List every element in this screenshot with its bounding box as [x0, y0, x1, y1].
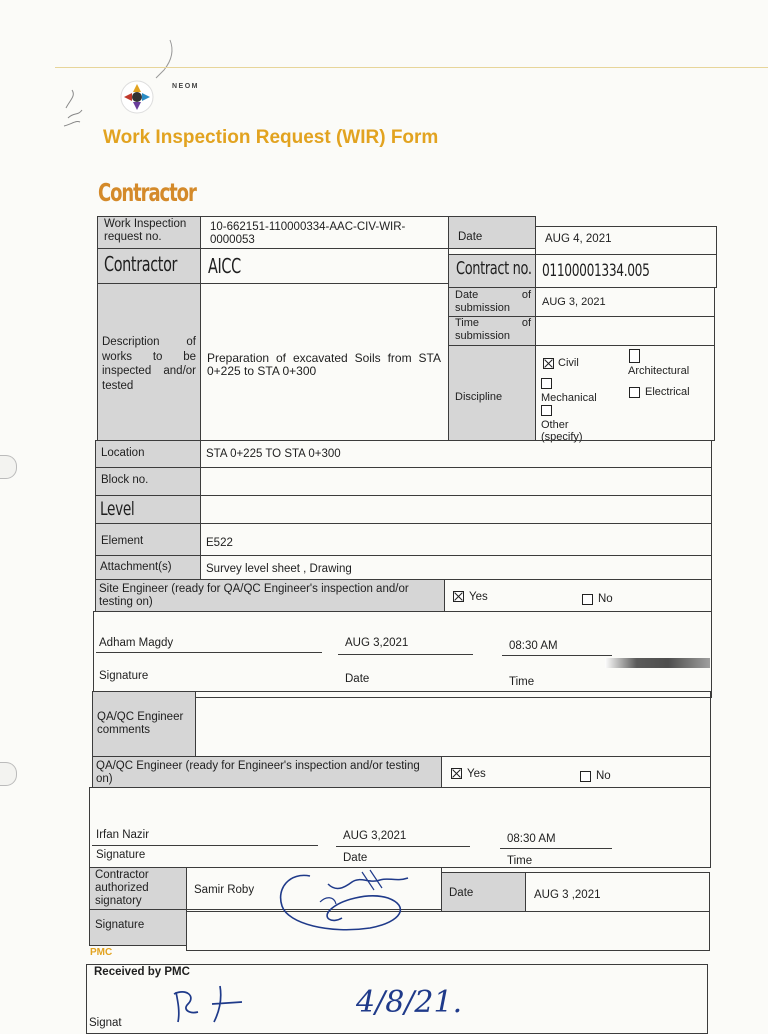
contractor-signatory-name: Samir Roby	[194, 884, 255, 896]
element-value-cell	[200, 523, 712, 556]
other-checkbox[interactable]	[541, 405, 552, 416]
contractor-signature-label: Signature	[95, 919, 145, 931]
level-value-cell	[200, 495, 712, 524]
date-label: Date	[458, 231, 483, 243]
pmc-signature-label: Signat	[89, 1017, 122, 1029]
element-value: E522	[206, 537, 233, 549]
request-date: AUG 4, 2021	[545, 233, 612, 245]
header-rule	[55, 67, 768, 68]
punch-hole	[0, 762, 17, 786]
mechanical-checkbox[interactable]	[541, 378, 552, 389]
site-engineer-date: AUG 3,2021	[345, 637, 409, 649]
wir-number: 10-662151-110000334-AAC-CIV-WIR-0000053	[210, 221, 406, 246]
site-engineer-time-label: Time	[509, 676, 535, 688]
pmc-heading: PMC	[90, 947, 113, 958]
electrical-label: Electrical	[645, 386, 690, 398]
discipline-label: Discipline	[455, 391, 503, 403]
electrical-checkbox[interactable]	[629, 387, 640, 398]
contractor-name: AICC	[208, 254, 241, 278]
punch-hole	[0, 455, 17, 479]
qaqc-prompt: QA/QC Engineer (ready for Engineer's inspection and/or testing on)	[96, 760, 420, 785]
contract-number: 01100001334.005	[542, 261, 650, 281]
qaqc-comments-label: QA/QC Engineer comments	[97, 711, 184, 736]
architectural-label: Architectural	[628, 365, 690, 377]
attachments-label: Attachment(s)	[100, 561, 172, 573]
brand-name: NEOM	[172, 83, 199, 90]
location-value: STA 0+225 TO STA 0+300	[206, 448, 341, 460]
contract-no-label: Contract no.	[456, 258, 532, 279]
section-contractor-heading: Contractor	[98, 178, 196, 207]
wir-label: Work Inspection request no.	[104, 218, 187, 243]
description-text: Preparation of excavated Soils from STA 0+225 to STA 0+300	[207, 351, 441, 378]
qaqc-date-label: Date	[343, 852, 368, 864]
other-label: Other (specify)	[541, 419, 583, 443]
neom-logo-icon	[120, 80, 154, 114]
pmc-handwritten-date: 4/8/21.	[356, 985, 463, 1020]
location-label: Location	[101, 447, 145, 459]
qaqc-name: Irfan Nazir	[96, 829, 150, 841]
block-value-cell	[200, 467, 712, 496]
level-label: Level	[100, 498, 135, 520]
contractor-signature-cell	[186, 911, 710, 951]
qaqc-yes-checkbox[interactable]	[451, 768, 462, 779]
site-engineer-no-checkbox[interactable]	[582, 594, 593, 605]
element-label: Element	[101, 535, 144, 547]
qaqc-comments-value-cell	[195, 691, 711, 757]
description-label: Description of works to be inspected and/or tested	[102, 336, 196, 392]
site-engineer-date-label: Date	[345, 673, 370, 685]
time-submission-value-cell	[535, 316, 715, 346]
contractor-signatory-date-label: Date	[449, 887, 474, 899]
qaqc-sign-block	[89, 787, 711, 868]
qaqc-signature-label: Signature	[96, 849, 146, 861]
date-submission-label: Date of submission	[455, 289, 531, 314]
site-engineer-no-label: No	[598, 593, 613, 605]
contractor-signatory-label: Contractor authorized signatory	[95, 869, 149, 907]
qaqc-no-label: No	[596, 770, 611, 782]
scan-streak	[605, 658, 710, 668]
form-title: Work Inspection Request (WIR) Form	[103, 127, 439, 148]
pmc-received-label: Received by PMC	[94, 966, 190, 978]
site-engineer-time: 08:30 AM	[509, 640, 558, 652]
pmc-signature-drawing	[150, 982, 260, 1024]
qaqc-time: 08:30 AM	[507, 833, 556, 845]
site-engineer-yes-label: Yes	[469, 591, 488, 603]
qaqc-no-checkbox[interactable]	[580, 771, 591, 782]
site-engineer-name: Adham Magdy	[99, 637, 174, 649]
block-label: Block no.	[101, 474, 149, 486]
architectural-checkbox[interactable]	[629, 349, 640, 363]
contractor-label: Contractor	[104, 252, 178, 276]
contractor-signatory-date: AUG 3 ,2021	[534, 889, 601, 901]
site-engineer-signature-label: Signature	[99, 670, 149, 682]
civil-label: Civil	[558, 357, 579, 369]
mechanical-label: Mechanical	[541, 392, 597, 404]
site-engineer-yes-checkbox[interactable]	[453, 591, 464, 602]
civil-checkbox[interactable]	[543, 358, 554, 369]
date-submission-value: AUG 3, 2021	[542, 296, 606, 308]
time-submission-label: Time of submission	[455, 317, 531, 342]
qaqc-date: AUG 3,2021	[343, 830, 407, 842]
attachments-value: Survey level sheet , Drawing	[206, 563, 352, 575]
qaqc-yes-label: Yes	[467, 768, 486, 780]
site-engineer-prompt: Site Engineer (ready for QA/QC Engineer's inspection and/or testing on)	[99, 583, 409, 608]
contractor-signature-drawing	[270, 862, 420, 937]
qaqc-time-label: Time	[507, 855, 533, 867]
